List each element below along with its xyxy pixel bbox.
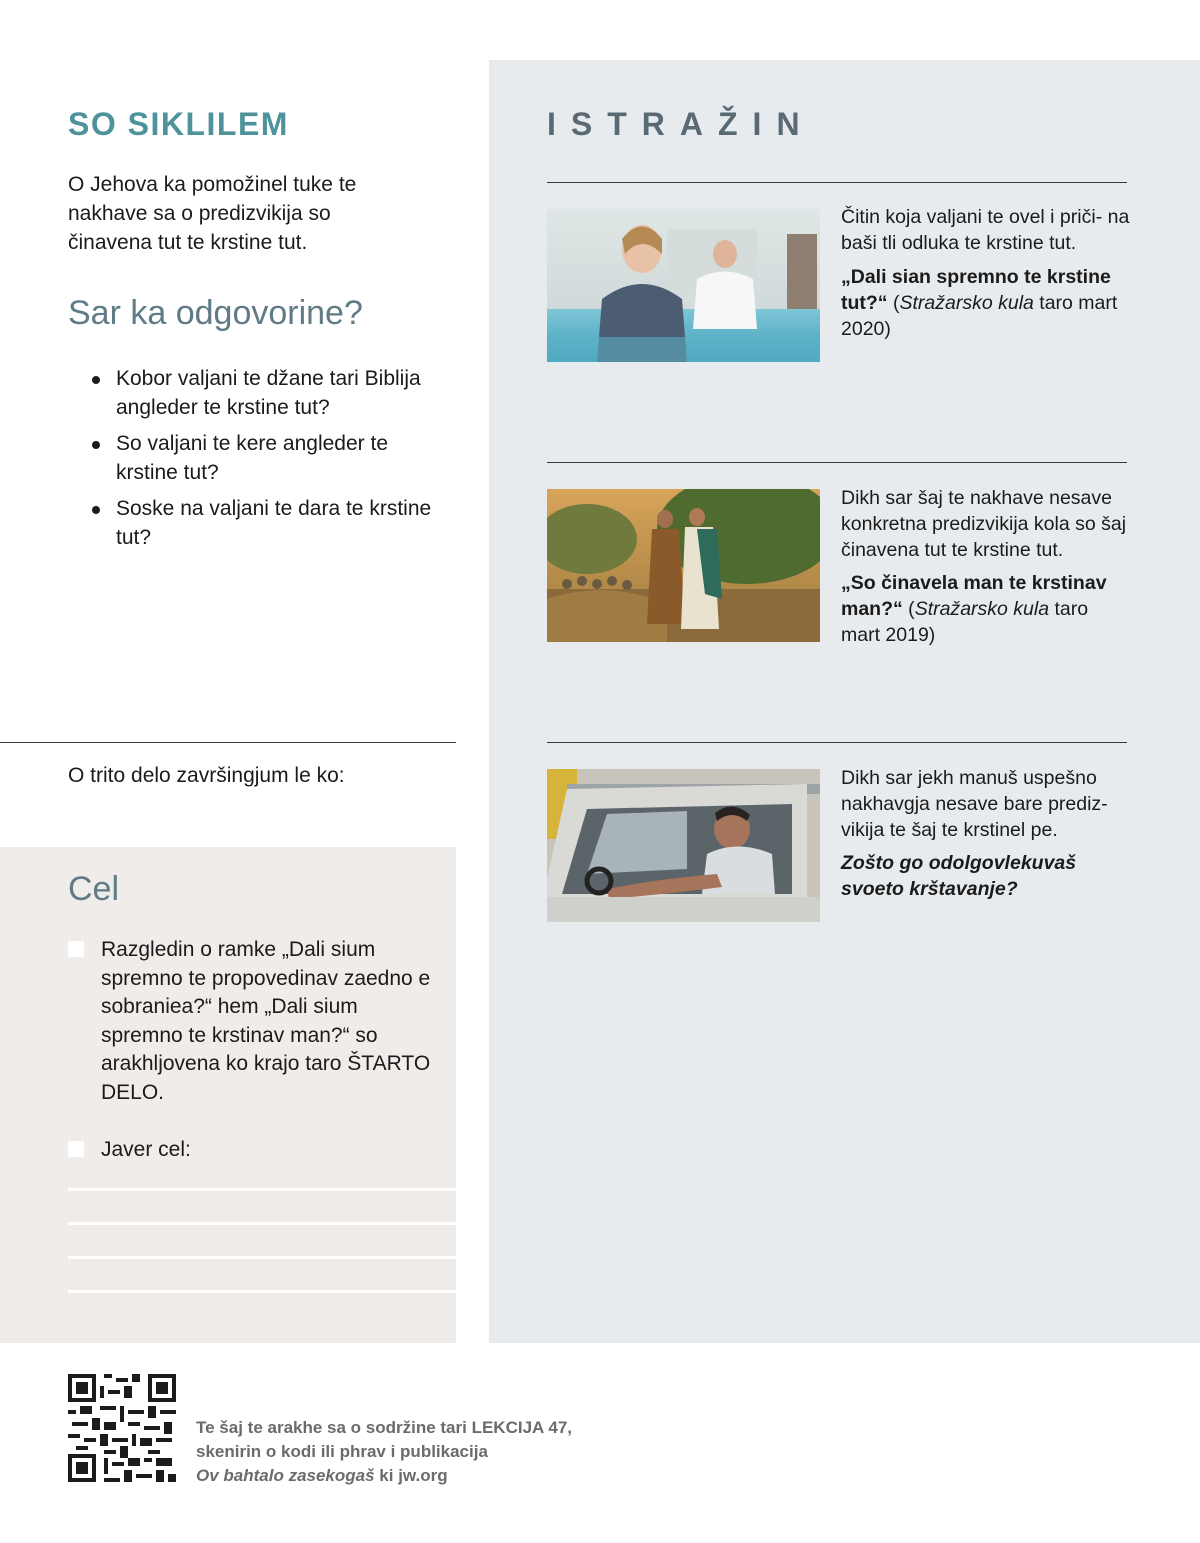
goal-item-other: Javer cel:: [68, 1136, 438, 1165]
goal-title: Cel: [68, 870, 120, 908]
bullet-icon: [92, 441, 100, 449]
article-title[interactable]: „Dali sian spremno te krstine tut?“: [841, 266, 1111, 314]
entry-description: Dikh sar jekh manuš uspešno nakhavgja nesave bare prediz- vikija te šaj te krstinel pe.: [841, 767, 1108, 841]
write-line[interactable]: [68, 1188, 456, 1191]
section-heading-learned: SO SIKLILEM: [68, 106, 289, 142]
publication-name: Stražarsko kula: [899, 292, 1034, 314]
explore-title: ISTRAŽIN: [547, 106, 815, 142]
review-questions: [92, 364, 442, 559]
review-subheading: Sar ka odgovorine?: [68, 294, 363, 332]
intro-paragraph: O Jehova ka pomožinel tuke te nakhave sa o predizvikija so činavena tut te krstine tut.: [68, 173, 357, 254]
jesus-walking-illustration[interactable]: [547, 489, 820, 642]
divider: [547, 742, 1127, 743]
qr-code[interactable]: [68, 1374, 176, 1482]
article-reference[interactable]: „Dali sian spremno te krstine tut?“ (Stražarsko kula taro mart 2020): [841, 266, 1118, 340]
slogan: Ov bahtalo zasekogaš: [196, 1466, 375, 1485]
list-item: So valjani te kere angleder te krstine tut?: [92, 429, 442, 487]
woman-baptism-pool-photo[interactable]: [547, 209, 820, 362]
entry-description: Dikh sar šaj te nakhave nesave konkretna predizvikija kola so šaj činavena tut te krstine tut.: [841, 487, 1127, 561]
footer-note: Te šaj te arakhe sa o sodržine tari LEKCIJA 47, skenirin o kodi ili phrav i publikacija Ov bahtalo zasekogaš ki jw.org: [196, 1418, 573, 1485]
checkbox[interactable]: [68, 941, 84, 957]
checkbox[interactable]: [68, 1141, 84, 1157]
divider: [547, 462, 1127, 463]
article-title[interactable]: „So činavela man te krstinav man?“: [841, 572, 1107, 620]
publication-name: Stražarsko kula: [914, 598, 1050, 620]
divider: [0, 742, 456, 743]
divider: [547, 182, 1127, 183]
entry-description: Čitin koja valjani te ovel i priči- na baši tli odluka te krstine tut.: [841, 206, 1130, 254]
bullet-icon: [92, 506, 100, 514]
write-line[interactable]: [68, 1290, 456, 1293]
write-line[interactable]: [68, 1222, 456, 1225]
man-driving-car-video-still[interactable]: [547, 769, 820, 922]
bullet-icon: [92, 376, 100, 384]
write-line[interactable]: [68, 1256, 456, 1259]
website-link[interactable]: ki jw.org: [374, 1466, 448, 1485]
list-item: Kobor valjani te džane tari Biblija angleder te krstine tut?: [92, 364, 442, 422]
third-part-completed-label: O trito delo završingjum le ko:: [68, 764, 345, 787]
video-title[interactable]: Zošto go odolgovlekuvaš svoeto krštavanje?: [841, 852, 1077, 900]
goal-item-boxes: Razgledin o ramke „Dali sium spremno te propovedinav zaedno e sobraniea?“ hem „Dali sium spremno te krstinav man?“ so arakhljovena ko krajo taro ŠTARTO DELO.: [68, 936, 438, 1107]
article-reference[interactable]: „So činavela man te krstinav man?“ (Stražarsko kula taro mart 2019): [841, 572, 1107, 646]
video-reference[interactable]: [841, 850, 1131, 902]
list-item: Soske na valjani te dara te krstine tut?: [92, 494, 442, 552]
